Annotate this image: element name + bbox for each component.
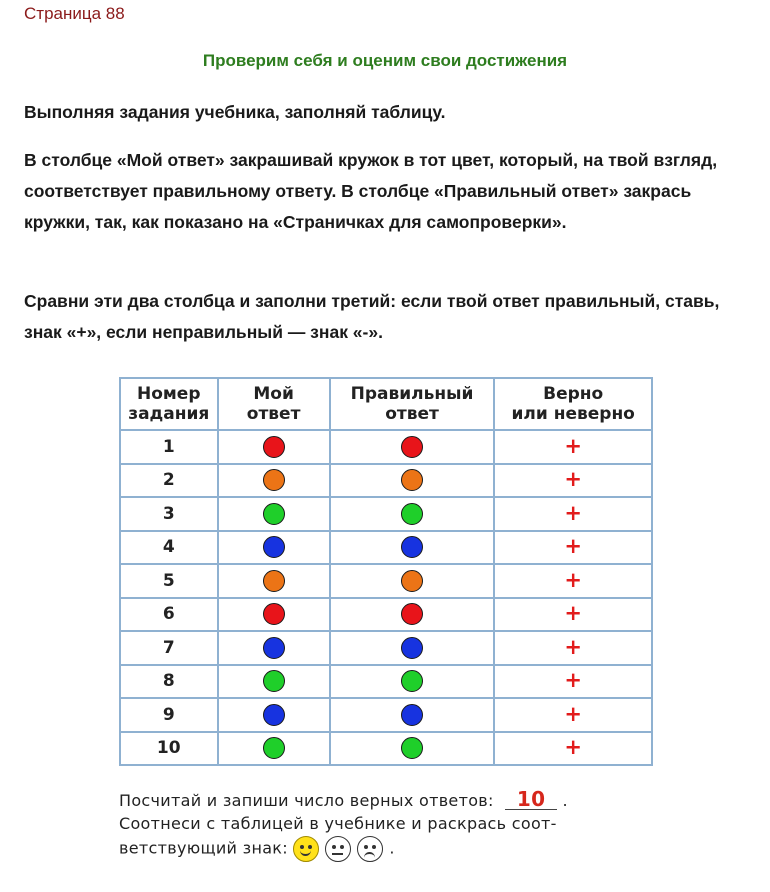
correct-answer-circle[interactable] (401, 570, 423, 592)
plus-mark: + (564, 500, 582, 525)
correct-answer-cell (330, 598, 495, 632)
plus-mark: + (564, 601, 582, 626)
header-verdict: Верно или неверно (494, 378, 652, 430)
verdict-cell (494, 665, 652, 699)
faces-prompt: ветствующий знак: (119, 838, 288, 858)
my-answer-cell (218, 497, 330, 531)
happy-face-icon[interactable] (293, 836, 319, 862)
correct-answer-cell (330, 665, 495, 699)
correct-answer-circle[interactable] (401, 469, 423, 491)
plus-mark: + (564, 567, 582, 592)
correct-answer-cell (330, 497, 495, 531)
correct-answer-circle[interactable] (401, 637, 423, 659)
table-body (120, 430, 652, 765)
my-answer-circle[interactable] (263, 536, 285, 558)
correct-count-answer[interactable]: 10 (505, 789, 557, 810)
verdict-cell (494, 564, 652, 598)
header-my-answer: Мой ответ (218, 378, 330, 430)
my-answer-circle[interactable] (263, 670, 285, 692)
task-number-cell: 8 (120, 665, 218, 699)
task-number-cell: 1 (120, 430, 218, 464)
correct-answer-cell (330, 631, 495, 665)
verdict-cell (494, 598, 652, 632)
my-answer-cell (218, 564, 330, 598)
instruction-paragraph-1: Выполняя задания учебника, заполняй таблицу. (24, 102, 446, 122)
table-row (120, 497, 652, 531)
table-row (120, 464, 652, 498)
my-answer-circle[interactable] (263, 436, 285, 458)
my-answer-cell (218, 531, 330, 565)
plus-mark: + (564, 668, 582, 693)
correct-answer-circle[interactable] (401, 670, 423, 692)
correct-answer-circle[interactable] (401, 436, 423, 458)
table-row (120, 698, 652, 732)
correct-answer-cell (330, 464, 495, 498)
verdict-cell (494, 497, 652, 531)
my-answer-cell (218, 598, 330, 632)
correct-answer-cell (330, 732, 495, 766)
my-answer-circle[interactable] (263, 503, 285, 525)
footer-line-1 (119, 789, 659, 810)
task-number-cell: 9 (120, 698, 218, 732)
correct-answer-cell (330, 430, 495, 464)
answers-table (119, 377, 653, 766)
footer-period: . (562, 791, 568, 810)
table-row (120, 631, 652, 665)
task-number-cell: 2 (120, 464, 218, 498)
header-correct-answer: Правильный ответ (330, 378, 495, 430)
correct-answer-cell (330, 564, 495, 598)
correct-answer-circle[interactable] (401, 603, 423, 625)
footer-period: . (389, 838, 395, 858)
task-number-cell: 4 (120, 531, 218, 565)
verdict-cell (494, 732, 652, 766)
my-answer-cell (218, 631, 330, 665)
my-answer-circle[interactable] (263, 704, 285, 726)
header-task-number: Номер задания (120, 378, 218, 430)
my-answer-circle[interactable] (263, 637, 285, 659)
table-row (120, 732, 652, 766)
task-number-cell: 7 (120, 631, 218, 665)
verdict-cell (494, 464, 652, 498)
verdict-cell (494, 531, 652, 565)
plus-mark: + (564, 634, 582, 659)
table-row (120, 531, 652, 565)
verdict-cell (494, 430, 652, 464)
verdict-cell (494, 698, 652, 732)
plus-mark: + (564, 735, 582, 760)
table-row (120, 665, 652, 699)
table-row (120, 430, 652, 464)
correct-answer-circle[interactable] (401, 503, 423, 525)
instruction-paragraph-2: В столбце «Мой ответ» закрашивай кружок в тот цвет, который, на твой взгляд, соответствует правильному ответу. В столбце «Правильный ответ» закрась кружки, так, как показано на «Страничках для самопроверки». (24, 150, 718, 232)
plus-mark: + (564, 534, 582, 559)
my-answer-circle[interactable] (263, 570, 285, 592)
plus-mark: + (564, 467, 582, 492)
my-answer-cell (218, 665, 330, 699)
my-answer-cell (218, 430, 330, 464)
my-answer-cell (218, 732, 330, 766)
correct-answer-circle[interactable] (401, 704, 423, 726)
sad-face-icon[interactable] (357, 836, 383, 862)
correct-answer-cell (330, 698, 495, 732)
task-number-cell: 10 (120, 732, 218, 766)
my-answer-circle[interactable] (263, 737, 285, 759)
page-number-label: Страница 88 (24, 4, 125, 23)
my-answer-circle[interactable] (263, 469, 285, 491)
correct-answer-circle[interactable] (401, 737, 423, 759)
task-number-cell: 6 (120, 598, 218, 632)
task-number-cell: 5 (120, 564, 218, 598)
neutral-face-icon[interactable] (325, 836, 351, 862)
correct-answer-circle[interactable] (401, 536, 423, 558)
correct-answer-cell (330, 531, 495, 565)
section-title: Проверим себя и оценим свои достижения (202, 51, 568, 70)
my-answer-circle[interactable] (263, 603, 285, 625)
verdict-cell (494, 631, 652, 665)
footer-line-3 (119, 836, 659, 862)
instruction-paragraph-3: Сравни эти два столбца и заполни третий: если твой ответ правильный, ставь, знак «+», если неправильный — знак «-». (24, 291, 720, 342)
my-answer-cell (218, 698, 330, 732)
table-header-row (120, 378, 652, 430)
plus-mark: + (564, 433, 582, 458)
task-number-cell: 3 (120, 497, 218, 531)
plus-mark: + (564, 701, 582, 726)
count-prompt: Посчитай и запиши число верных ответов: (119, 791, 494, 810)
table-row (120, 598, 652, 632)
table-row (120, 564, 652, 598)
my-answer-cell (218, 464, 330, 498)
footer-line-2: Соотнеси с таблицей в учебнике и раскрась соот- (119, 814, 557, 833)
